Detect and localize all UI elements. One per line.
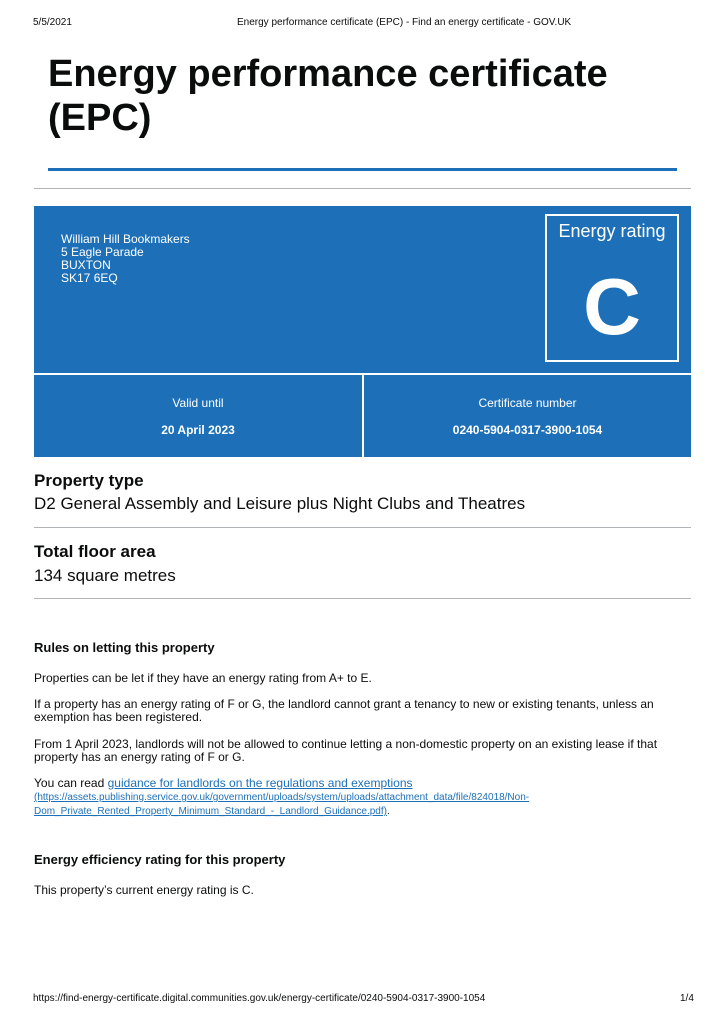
section-divider [34, 188, 691, 189]
property-type-heading: Property type [34, 471, 144, 490]
letting-rules-paragraph: Properties can be let if they have an energy rating from A+ to E. [34, 671, 372, 685]
certificate-number-cell [364, 375, 691, 457]
section-divider [34, 598, 691, 599]
valid-until-value: 20 April 2023 [161, 423, 235, 437]
property-address [61, 233, 190, 285]
certificate-number-label: Certificate number [478, 396, 577, 410]
guidance-url-line2[interactable]: Dom_Private_Rented_Property_Minimum_Standard_-_Landlord_Guidance.pdf) [34, 806, 387, 817]
print-footer-url: https://find-energy-certificate.digital.communities.gov.uk/energy-certificate/0240-5904-0317-3900-1054 [33, 993, 486, 1004]
floor-area-value: 134 square metres [34, 566, 176, 585]
property-type-value: D2 General Assembly and Leisure plus Night Clubs and Theatres [34, 494, 526, 513]
page-title-line1: Energy performance certificate [48, 53, 608, 95]
letting-rules-heading: Rules on letting this property [34, 640, 215, 655]
title-underline [48, 168, 677, 171]
print-date: 5/5/2021 [33, 17, 72, 28]
print-page-title: Energy performance certificate (EPC) - Find an energy certificate - GOV.UK [237, 17, 572, 28]
page-title-line2: (EPC) [48, 97, 152, 139]
guidance-suffix: . [386, 806, 390, 817]
floor-area-heading: Total floor area [34, 542, 156, 561]
address-line: BUXTON [61, 258, 111, 272]
letting-rules-paragraph: If a property has an energy rating of F or G, the landlord cannot grant a tenancy to new or existing tenants, unless an exemption has been registered. [34, 697, 654, 724]
valid-until-label: Valid until [172, 396, 224, 410]
section-divider [34, 527, 691, 528]
address-line: 5 Eagle Parade [61, 245, 144, 259]
print-page-number: 1/4 [680, 993, 694, 1004]
certificate-number-value: 0240-5904-0317-3900-1054 [452, 423, 603, 437]
landlord-guidance-link[interactable]: guidance for landlords on the regulations and exemptions [107, 776, 413, 790]
guidance-paragraph [34, 777, 674, 818]
page-title [48, 52, 688, 140]
address-line: William Hill Bookmakers [61, 232, 190, 246]
efficiency-heading: Energy efficiency rating for this property [34, 852, 286, 867]
address-line: SK17 6EQ [61, 271, 118, 285]
efficiency-text: This property’s current energy rating is C. [34, 883, 254, 897]
guidance-url-line1[interactable]: (https://assets.publishing.service.gov.uk/government/uploads/system/uploads/attachment_data/file/824018/Non- [34, 792, 530, 803]
energy-rating-label: Energy rating [558, 221, 666, 241]
letting-rules-paragraph: From 1 April 2023, landlords will not be allowed to continue letting a non-domestic property on an existing lease if that property has an energy rating of F or G. [34, 737, 658, 764]
valid-until-cell [34, 375, 362, 457]
energy-rating-box [545, 214, 679, 362]
guidance-prefix: You can read [34, 776, 108, 790]
energy-rating-value: C [583, 262, 641, 351]
